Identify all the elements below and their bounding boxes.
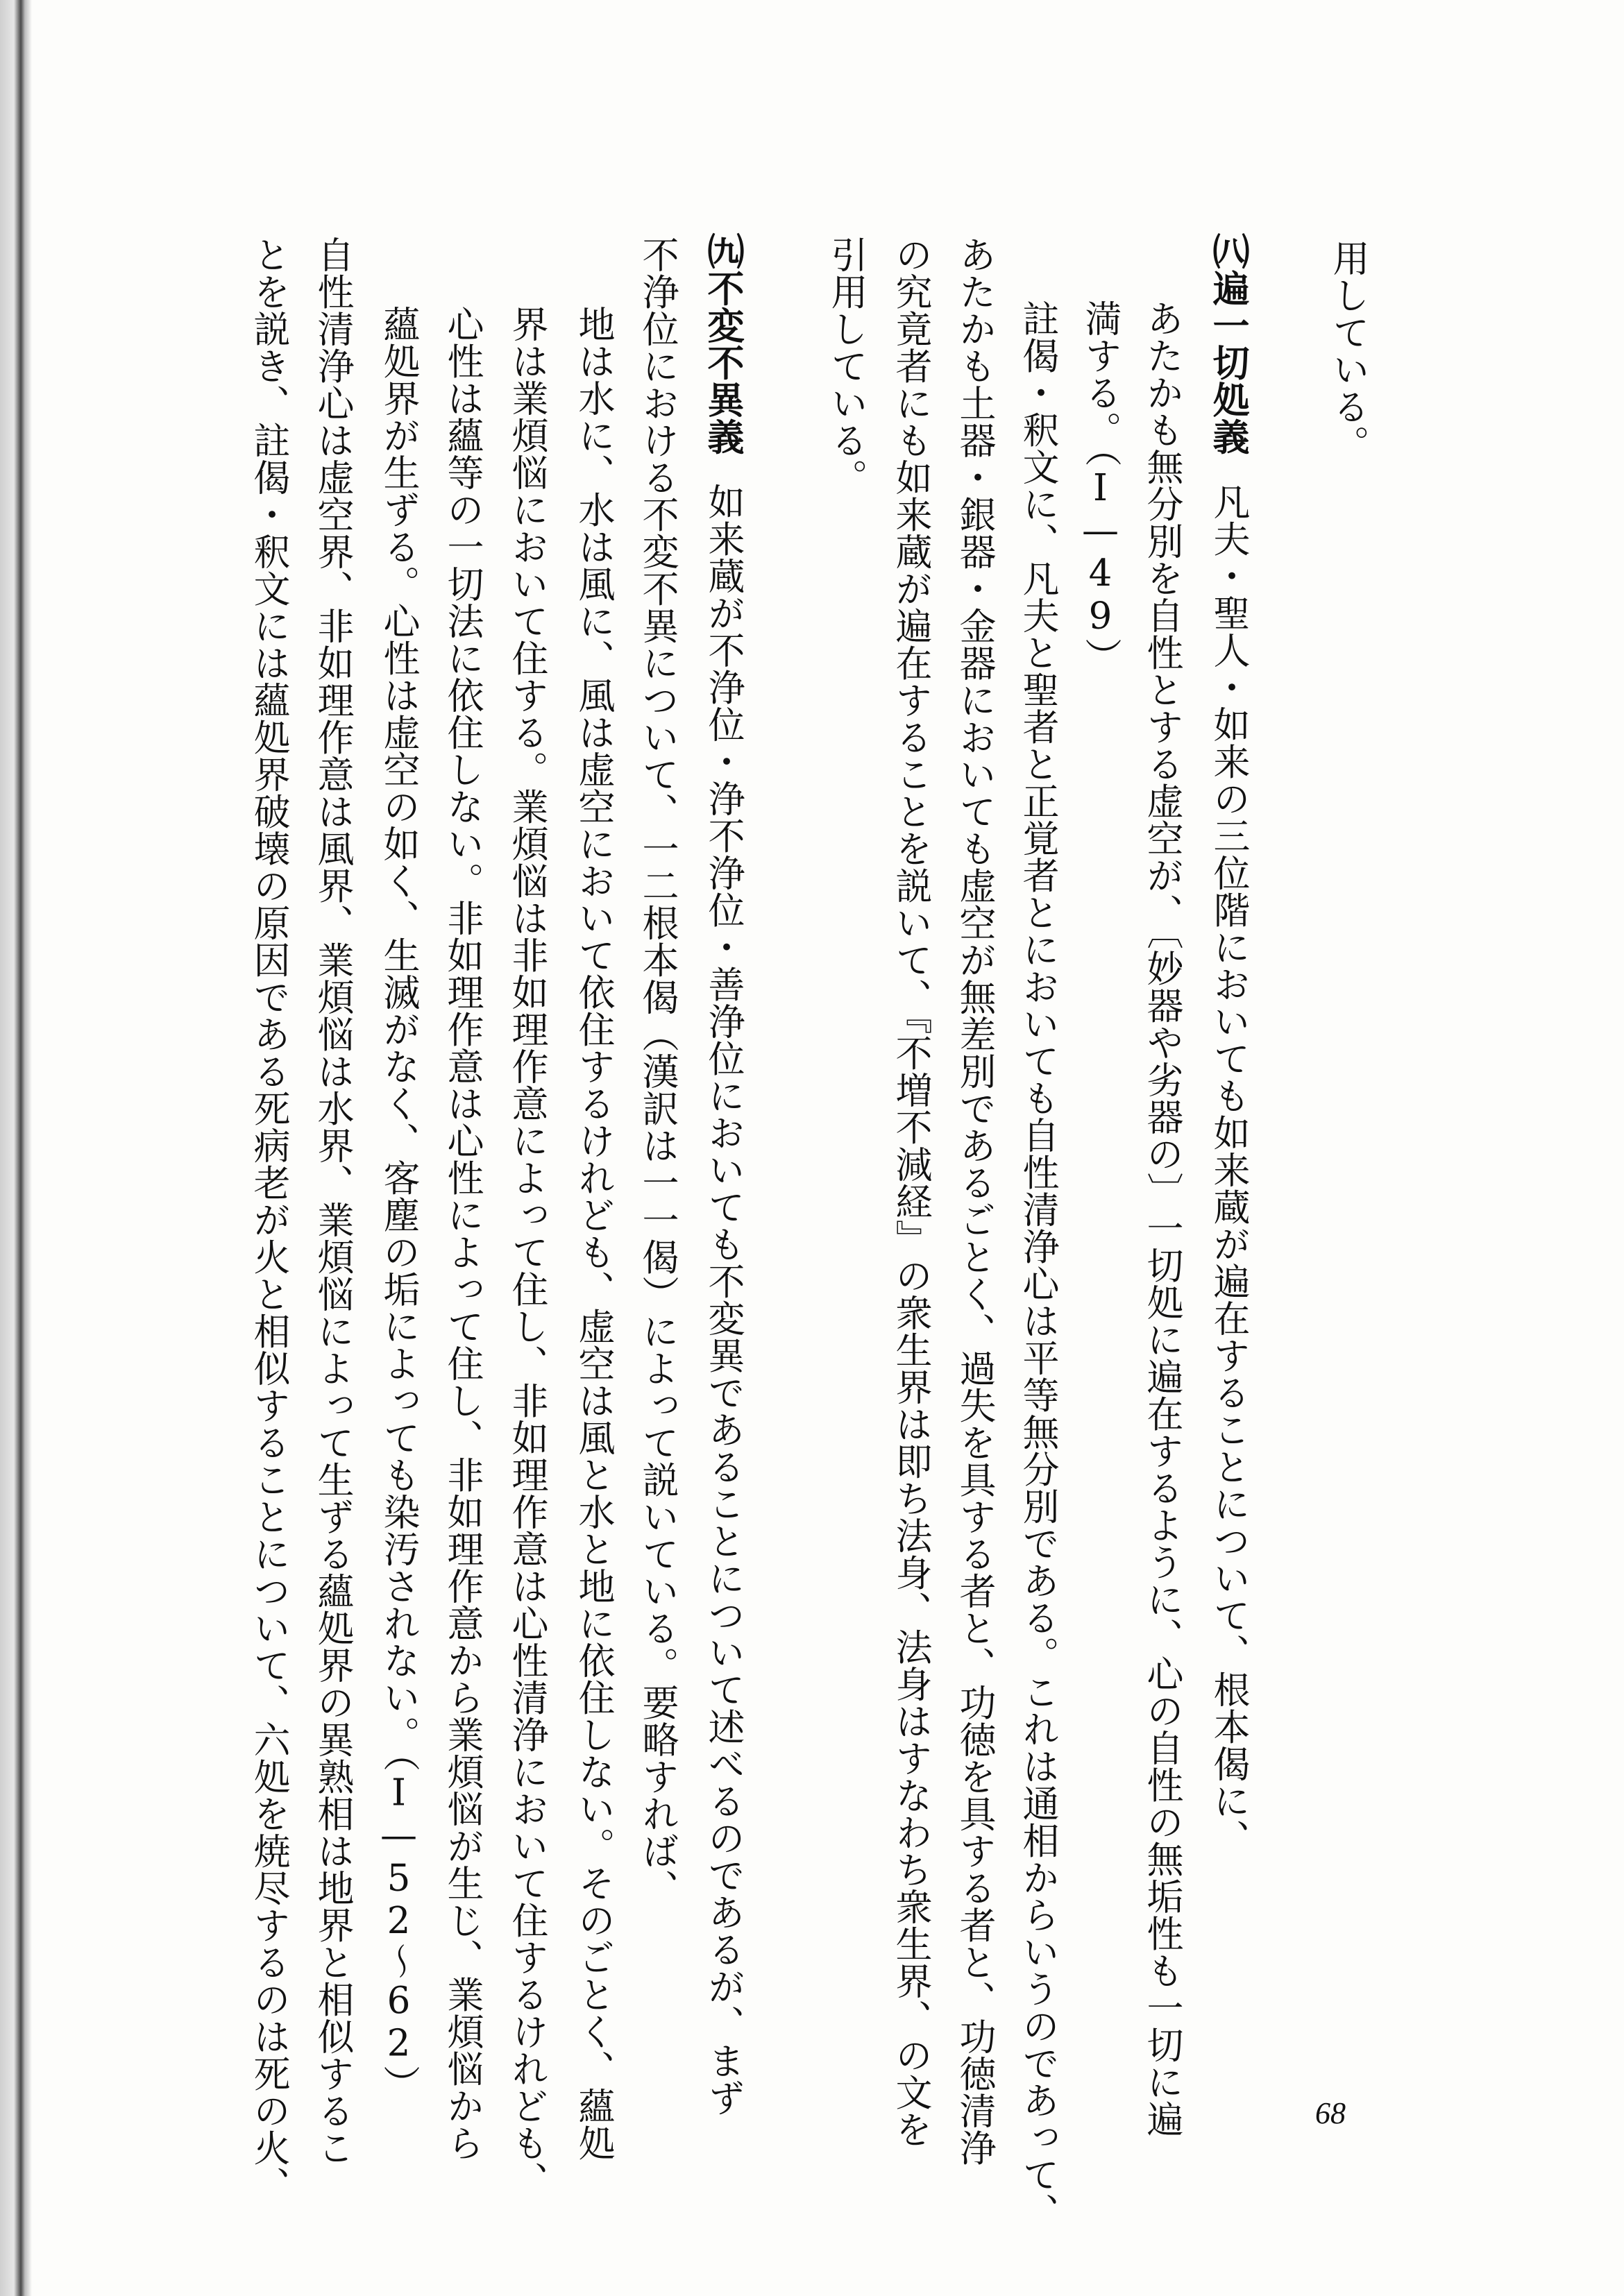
- text-column: 用している。: [1327, 239, 1369, 462]
- text-column: あたかも土器・銀器・金器においても虚空が無差別であるごとく、過失を具する者と、功徳を具する者と、功徳清浄: [954, 236, 996, 2166]
- quote-column: 心性は蘊等の一切法に依住しない。非如理作意は心性によって住し、非如理作意から業煩悩が生じ、業煩悩から: [441, 305, 484, 2161]
- section-9-column: [702, 232, 744, 2116]
- quote-column: あたかも無分別を自性とする虚空が、〔妙器や劣器の〕一切処に遍在するように、心の自性の無垢性も一切に遍: [1141, 300, 1183, 2138]
- page-number: 68: [1315, 2096, 1346, 2130]
- section-heading: ㈧遍一切処義: [1207, 232, 1250, 455]
- quote-column: 蘊処界が生ずる。心性は虚空の如く、生滅がなく、客塵の垢によっても染汚されない。（Ⅰ—52〜62）: [378, 305, 420, 2102]
- text-column: 引用している。: [825, 236, 868, 496]
- text-column: 如来蔵が不浄位・浄不浄位・善浄位においても不変異であることについて述べるのであるが、まず: [702, 483, 745, 2116]
- book-binding-edge: [0, 0, 32, 2296]
- text-column: 自性清浄心は虚空界、非如理作意は風界、業煩悩は水界、業煩悩によって生ずる蘊処界の異熟相は地界と相似するこ: [312, 236, 354, 2166]
- section-heading: ㈨不変不異義: [702, 232, 745, 455]
- quote-column: 満する。（Ⅰ—49）: [1079, 300, 1122, 675]
- text-column: 不浄位における不変不異について、一二根本偈（漢訳は一一偈）によって説いている。要略すれば、: [636, 236, 679, 1907]
- text-column: 註偈・釈文に、凡夫と聖者と正覚者とにおいても自性清浄心は平等無分別である。これは通相からいうのであって、: [1017, 300, 1059, 2230]
- text-column: の究竟者にも如来蔵が遍在することを説いて、『不増不減経』の衆生界は即ち法身、法身はすなわち衆生界、の文を: [890, 236, 932, 2148]
- quote-column: 地は水に、水は風に、風は虚空において依住するけれども、虚空は風と水と地に依住しない。そのごとく、蘊処: [573, 305, 615, 2161]
- text-column: とを説き、註偈・釈文には蘊処界破壊の原因である死病老が火と相似することについて、六処を焼尽するのは死の火、: [248, 236, 290, 2204]
- section-8-column: [1208, 232, 1249, 1857]
- text-column: 凡夫・聖人・如来の三位階においても如来蔵が遍在することについて、根本偈に、: [1208, 483, 1250, 1857]
- quote-column: 界は業煩悩において住する。業煩悩は非如理作意によって住し、非如理作意は心性清浄において住するけれども、: [506, 305, 548, 2199]
